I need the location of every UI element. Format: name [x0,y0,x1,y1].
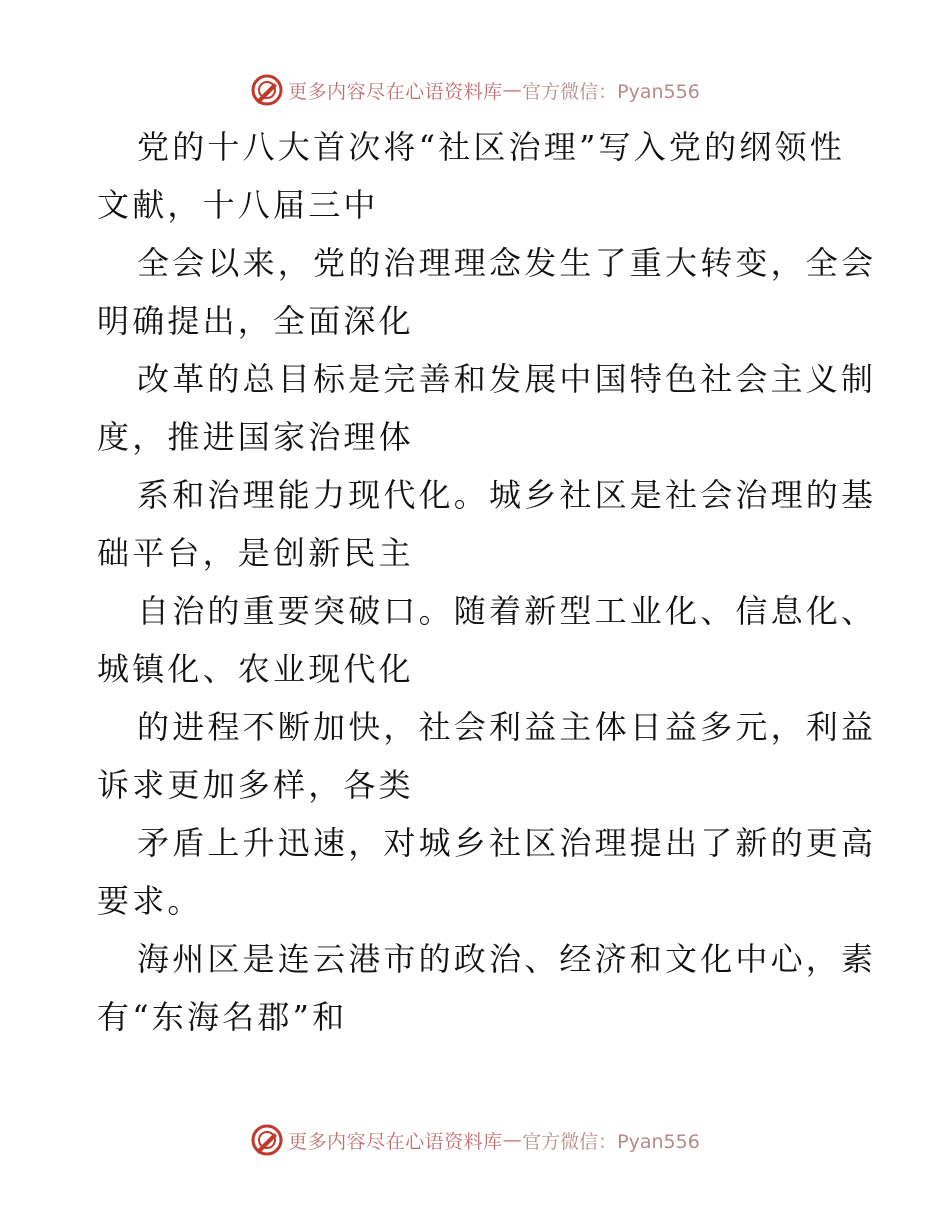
text-line: 诉求更加多样，各类 [97,766,414,804]
header-separator: — [502,79,523,101]
text-line: 明确提出，全面深化 [97,302,414,340]
text-line: 自治的重要突破口。随着新型工业化、信息化、 [137,592,877,630]
brand-logo-icon [250,73,284,107]
header-banner [0,72,950,108]
text-line: 的进程不断加快，社会利益主体日益多元，利益 [137,708,877,746]
text-line: 党的十八大首次将“社区治理”写入党的纲领性 [137,128,845,166]
text-line: 础平台，是创新民主 [97,534,414,572]
text-line: 系和治理能力现代化。城乡社区是社会治理的基 [137,476,877,514]
header-wechat-text: 官方微信：Pyan556 [522,80,700,103]
brand-logo-icon [250,1123,284,1157]
text-line: 城镇化、农业现代化 [97,650,414,688]
text-line: 度，推进国家治理体 [97,418,414,456]
text-line: 文献，十八届三中 [97,186,379,224]
document-body [97,118,877,1046]
text-line: 矛盾上升迅速，对城乡社区治理提出了新的更高 [137,824,877,862]
text-line: 海州区是连云港市的政治、经济和文化中心，素 [137,940,877,978]
footer-brand-text: 更多内容尽在心语资料库 [288,1130,503,1153]
text-line: 要求。 [97,882,203,920]
text-line: 全会以来，党的治理理念发生了重大转变，全会 [137,244,877,282]
header-brand-text: 更多内容尽在心语资料库 [288,80,503,103]
footer-wechat-text: 官方微信：Pyan556 [522,1130,700,1153]
text-line: 改革的总目标是完善和发展中国特色社会主义制 [137,360,877,398]
footer-separator: — [502,1129,523,1151]
text-line: 有“东海名郡”和 [97,998,348,1036]
footer-banner [0,1122,950,1158]
